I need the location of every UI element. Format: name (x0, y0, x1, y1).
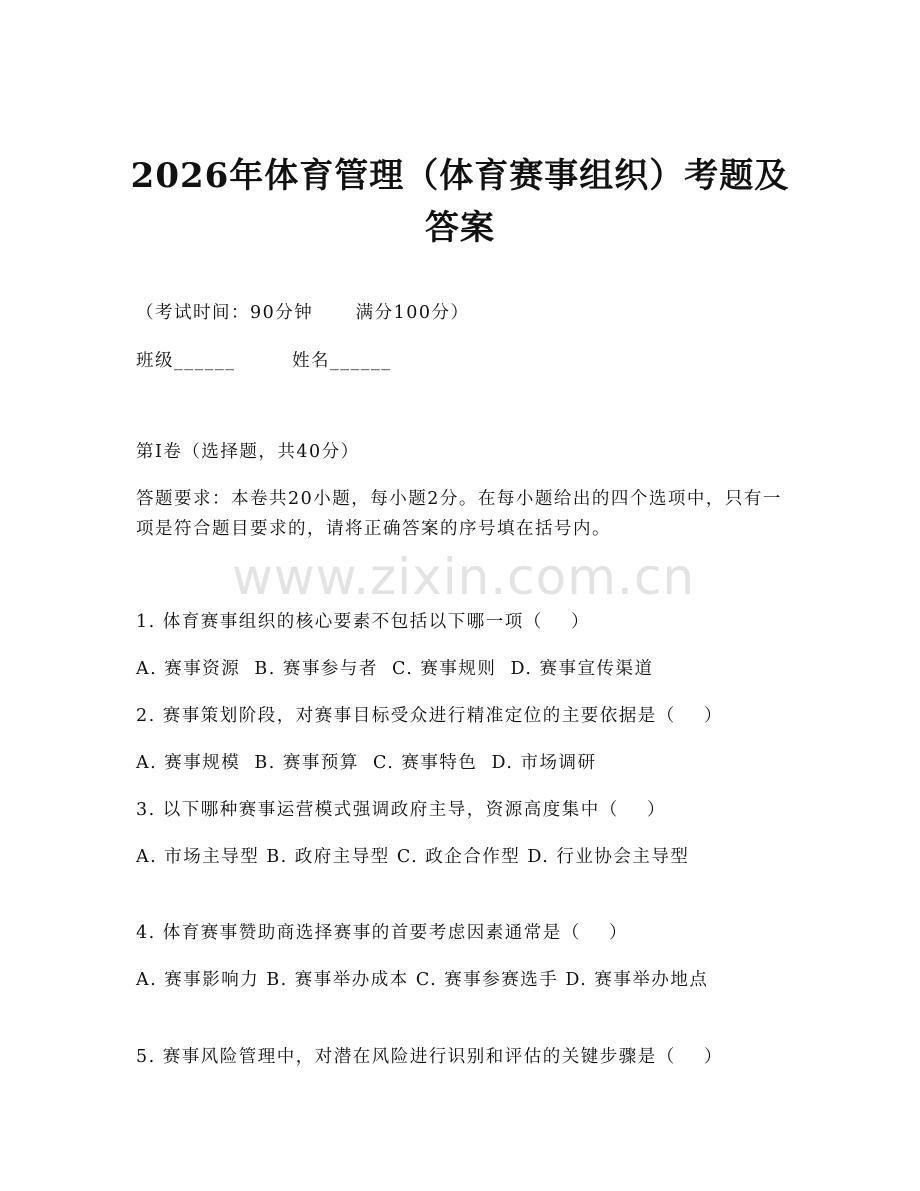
question-options-3: A. 市场主导型 B. 政府主导型 C. 政企合作型 D. 行业协会主导型 (136, 847, 690, 867)
question-options-1: A. 赛事资源 B. 赛事参与者 C. 赛事规则 D. 赛事宣传渠道 (136, 659, 654, 679)
exam-info: （考试时间：90分钟 满分100分） (136, 303, 470, 323)
instructions: 答题要求：本卷共20小题，每小题2分。在每小题给出的四个选项中，只有一项是符合题目要求的，请将正确答案的序号填在括号内。 (136, 489, 782, 539)
question-stem-5: 5. 赛事风险管理中，对潜在风险进行识别和评估的关键步骤是（ ） (136, 1047, 724, 1067)
question-stem-4: 4. 体育赛事赞助商选择赛事的首要考虑因素通常是（ ） (136, 923, 629, 943)
question-options-4: A. 赛事影响力 B. 赛事举办成本 C. 赛事参赛选手 D. 赛事举办地点 (136, 970, 709, 990)
document-title: 2026年体育管理（体育赛事组织）考题及答案 (130, 156, 790, 248)
question-stem-1: 1. 体育赛事组织的核心要素不包括以下哪一项（ ） (136, 612, 591, 632)
class-name-line: 班级______ 姓名______ (136, 351, 392, 371)
question-stem-3: 3. 以下哪种赛事运营模式强调政府主导，资源高度集中（ ） (136, 800, 667, 820)
question-stem-2: 2. 赛事策划阶段，对赛事目标受众进行精准定位的主要依据是（ ） (136, 706, 724, 726)
question-options-2: A. 赛事规模 B. 赛事预算 C. 赛事特色 D. 市场调研 (136, 753, 597, 773)
watermark: www.zixin.com.cn (232, 548, 696, 606)
section-title: 第I卷（选择题，共40分） (136, 442, 360, 462)
